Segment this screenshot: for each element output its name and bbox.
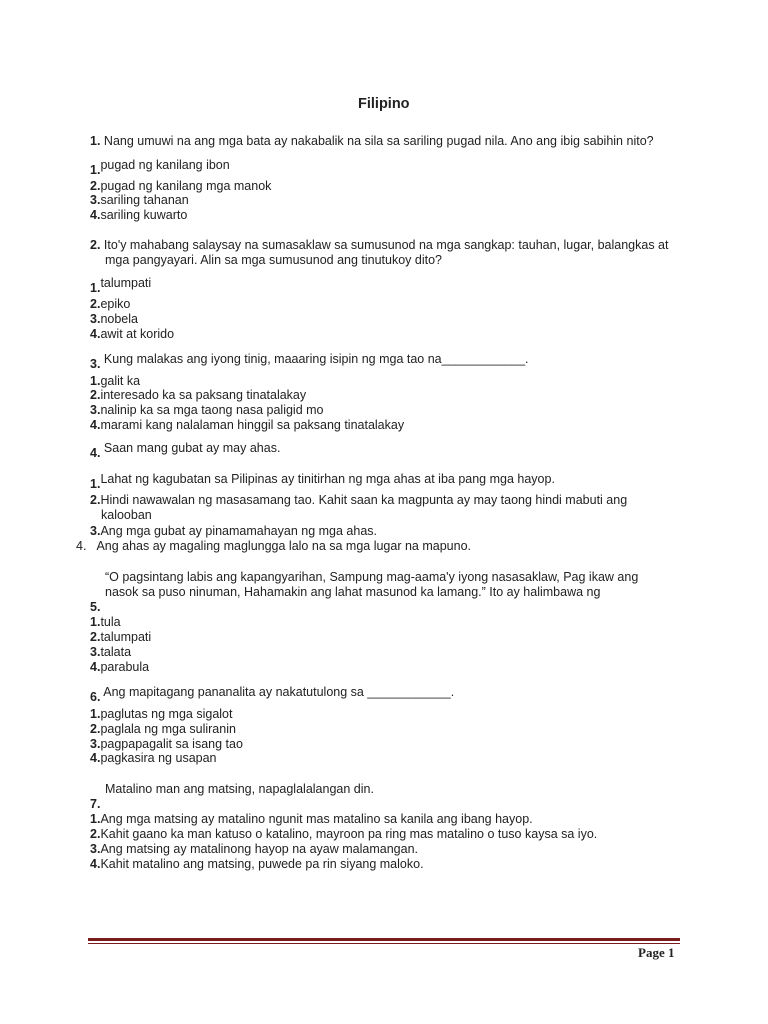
option-text: talumpati	[100, 630, 152, 644]
option-text: paglala ng mga suliranin	[100, 722, 236, 736]
option-number: 3.	[90, 737, 101, 751]
option-number: 4.	[90, 660, 101, 674]
option-number: 3.	[90, 645, 101, 659]
option-number: 3.	[90, 403, 101, 417]
question-text: Saan mang gubat ay may ahas.	[103, 441, 281, 455]
option-text: talata	[100, 645, 132, 659]
option-2	[90, 630, 151, 644]
option-number: 2.	[90, 388, 101, 402]
option-text: Kahit gaano ka man katuso o katalino, mayroon pa ring mas matalino o tuso kaysa sa iyo.	[100, 827, 598, 841]
option-text: paglutas ng mga sigalot	[100, 707, 233, 721]
footer-rule	[88, 938, 680, 941]
option-4	[90, 751, 217, 765]
question-5-text: “O pagsintang labis ang kapangyarihan, Sampung mag-aama'y iyong nasasaklaw, Pag ikaw ang	[105, 570, 639, 584]
option-2	[90, 493, 627, 507]
option-text: talumpati	[100, 276, 152, 290]
question-2-cont: mga pangyayari. Alin sa mga sumusunod ang tinutukoy dito?	[105, 253, 443, 267]
question-text: Kung malakas ang iyong tinig, maaaring isipin ng mga tao na____________.	[103, 352, 529, 366]
option-text: Ang matsing ay matalinong hayop na ayaw malamangan.	[100, 842, 418, 856]
question-4	[90, 441, 281, 460]
option-1	[90, 158, 230, 177]
option-text: epiko	[100, 297, 131, 311]
option-3	[90, 193, 189, 207]
option-number: 1.	[90, 707, 101, 721]
option-text: sariling tahanan	[100, 193, 189, 207]
option-4	[76, 539, 471, 553]
option-number: 3.	[90, 193, 101, 207]
question-text: Nang umuwi na ang mga bata ay nakabalik na sila sa sariling pugad nila. Ano ang ibig sabihin nito?	[103, 134, 654, 148]
option-number: 3.	[90, 312, 101, 326]
option-4	[90, 418, 404, 432]
option-number: 4.	[90, 208, 101, 222]
option-number: 4.	[76, 539, 87, 553]
option-1	[90, 472, 555, 491]
footer-rule-thin	[88, 943, 680, 944]
option-1	[90, 812, 533, 826]
question-number: 1.	[90, 134, 101, 148]
option-number: 1.	[90, 615, 101, 629]
page-number: Page 1	[638, 945, 675, 960]
option-number: 4.	[90, 327, 101, 341]
option-2	[90, 179, 271, 193]
option-text: Kahit matalino ang matsing, puwede pa rin siyang maloko.	[100, 857, 424, 871]
page-title: Filipino	[358, 96, 410, 112]
option-text: sariling kuwarto	[100, 208, 188, 222]
option-2	[90, 388, 306, 402]
question-5-text-cont: nasok sa puso ninuman, Hahamakin ang lahat masunod ka lamang.” Ito ay halimbawa ng	[105, 585, 601, 599]
question-number: 3.	[90, 357, 101, 371]
option-2	[90, 827, 597, 841]
option-number: 2.	[90, 179, 101, 193]
question-2	[90, 238, 668, 252]
option-1	[90, 276, 152, 295]
option-1	[90, 707, 232, 721]
option-3	[90, 312, 138, 326]
option-3	[90, 842, 418, 856]
option-text: parabula	[100, 660, 150, 674]
option-4	[90, 660, 149, 674]
option-1	[90, 374, 140, 388]
option-number: 1.	[90, 477, 101, 491]
option-text: Lahat ng kagubatan sa Pilipinas ay tinitirhan ng mga ahas at iba pang mga hayop.	[100, 472, 555, 486]
option-3	[90, 737, 243, 751]
option-text: pugad ng kanilang mga manok	[100, 179, 272, 193]
option-number: 1.	[90, 163, 101, 177]
option-number: 2.	[90, 297, 101, 311]
option-2	[90, 722, 236, 736]
question-1	[90, 134, 654, 148]
option-text: interesado ka sa paksang tinatalakay	[100, 388, 307, 402]
option-text: nalinip ka sa mga taong nasa paligid mo	[100, 403, 324, 417]
option-number: 2.	[90, 827, 101, 841]
option-number: 2.	[90, 630, 101, 644]
option-text: nobela	[100, 312, 138, 326]
option-3	[90, 403, 324, 417]
option-1	[90, 615, 121, 629]
question-text: Ito'y mahabang salaysay na sumasaklaw sa sumusunod na mga sangkap: tauhan, lugar, balangkas at	[103, 238, 669, 252]
question-number: 2.	[90, 238, 101, 252]
option-number: 1.	[90, 812, 101, 826]
question-number: 6.	[90, 690, 101, 704]
question-7-text: Matalino man ang matsing, napaglalalangan din.	[105, 782, 374, 796]
option-4	[90, 327, 174, 341]
option-text: pagkasira ng usapan	[100, 751, 217, 765]
option-number: 1.	[90, 281, 101, 295]
option-text: pagpapagalit sa isang tao	[100, 737, 243, 751]
option-3	[90, 645, 131, 659]
question-6	[90, 685, 455, 704]
option-number: 3.	[90, 842, 101, 856]
option-2	[90, 297, 130, 311]
question-3	[90, 352, 529, 371]
option-text: Ang mga gubat ay pinamamahayan ng mga ahas.	[100, 524, 378, 538]
option-text: awit at korido	[100, 327, 175, 341]
option-text: Ang ahas ay magaling maglungga lalo na sa mga lugar na mapuno.	[96, 539, 471, 553]
question-text: Ang mapitagang pananalita ay nakatutulong sa ____________.	[103, 685, 455, 699]
option-4	[90, 857, 424, 871]
option-number: 2.	[90, 493, 101, 507]
question-number: 5.	[90, 600, 101, 614]
option-text: galit ka	[100, 374, 141, 388]
option-number: 2.	[90, 722, 101, 736]
option-number: 3.	[90, 524, 101, 538]
option-number: 1.	[90, 374, 101, 388]
option-text: Hindi nawawalan ng masasamang tao. Kahit saan ka magpunta ay may taong hindi mabuti ang	[100, 493, 628, 507]
option-4	[90, 208, 187, 222]
option-text: Ang mga matsing ay matalino ngunit mas matalino sa kanila ang ibang hayop.	[100, 812, 533, 826]
option-number: 4.	[90, 857, 101, 871]
question-number: 4.	[90, 446, 101, 460]
option-2-cont: kalooban	[101, 508, 152, 522]
option-text: tula	[100, 615, 121, 629]
option-text: marami kang nalalaman hinggil sa paksang tinatalakay	[100, 418, 405, 432]
question-number: 7.	[90, 797, 101, 811]
option-number: 4.	[90, 418, 101, 432]
option-text: pugad ng kanilang ibon	[100, 158, 230, 172]
option-number: 4.	[90, 751, 101, 765]
option-3	[90, 524, 377, 538]
